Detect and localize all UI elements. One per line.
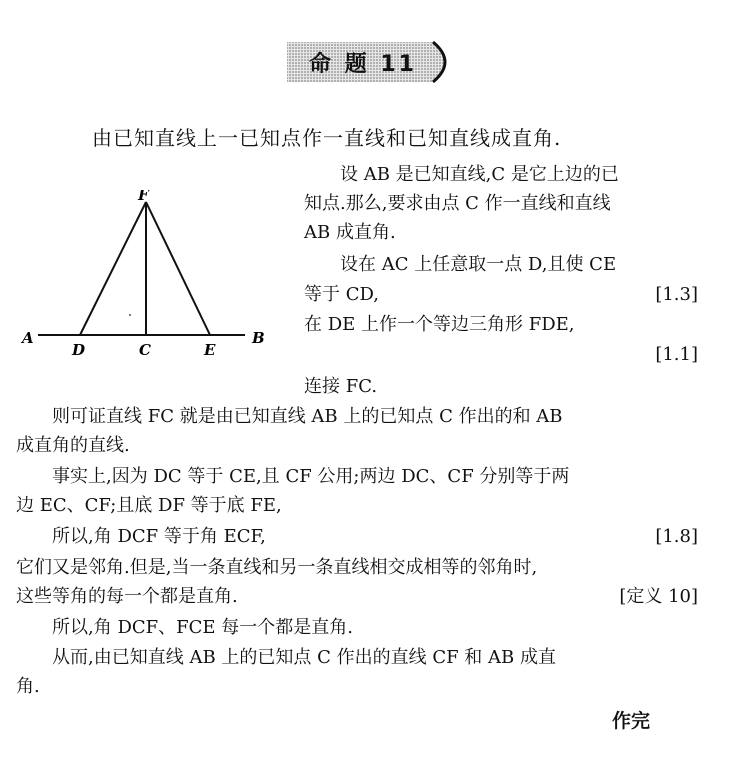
para-2-line-1: 则可证直线 FC 就是由已知直线 AB 上的已知点 C 作出的和 AB bbox=[52, 406, 563, 427]
ref-1-8: [1.8] bbox=[655, 526, 698, 547]
proposition-badge bbox=[283, 38, 459, 86]
badge-title: 命 题 11 bbox=[309, 51, 417, 77]
line-5: 等于 CD, bbox=[304, 284, 380, 305]
para-3-line-1: 事实上,因为 DC 等于 CE,且 CF 公用;两边 DC、CF 分别等于两 bbox=[52, 466, 570, 487]
para-7-line-2: 角. bbox=[16, 676, 40, 697]
speck bbox=[129, 314, 131, 316]
para-7-line-1: 从而,由已知直线 AB 上的已知点 C 作出的直线 CF 和 AB 成直 bbox=[52, 647, 556, 668]
ref-definition-10: [定义 10] bbox=[619, 586, 698, 607]
para-6: 所以,角 DCF、FCE 每一个都是直角. bbox=[52, 617, 353, 638]
para-4: 所以,角 DCF 等于角 ECF, bbox=[52, 526, 266, 547]
label-e: E bbox=[204, 341, 216, 359]
line-1: 设 AB 是已知直线,C 是它上边的已 bbox=[340, 164, 619, 185]
para-3-line-2: 边 EC、CF;且底 DF 等于底 FE, bbox=[16, 495, 282, 516]
ref-1-3: [1.3] bbox=[655, 284, 698, 305]
label-c: C bbox=[139, 341, 151, 359]
label-a: A bbox=[22, 329, 34, 347]
para-5-line-1: 它们又是邻角.但是,当一条直线和另一条直线相交成相等的邻角时, bbox=[16, 557, 538, 578]
line-2: 知点.那么,要求由点 C 作一直线和直线 bbox=[304, 193, 611, 214]
end-mark: 作完 bbox=[612, 710, 651, 732]
para-2-line-2: 成直角的直线. bbox=[16, 435, 130, 456]
line-6: 在 DE 上作一个等边三角形 FDE, bbox=[304, 314, 575, 335]
label-f: F bbox=[138, 190, 149, 204]
label-d: D bbox=[72, 341, 86, 359]
ref-1-1: [1.1] bbox=[655, 344, 698, 365]
line-fe bbox=[146, 202, 210, 335]
para-5-line-2: 这些等角的每一个都是直角. bbox=[16, 586, 238, 607]
line-7: 连接 FC. bbox=[304, 376, 378, 397]
line-fd bbox=[80, 202, 146, 335]
label-b: B bbox=[252, 329, 265, 347]
proposition-statement: 由已知直线上一已知点作一直线和已知直线成直角. bbox=[92, 126, 562, 150]
line-4: 设在 AC 上任意取一点 D,且使 CE bbox=[340, 254, 617, 275]
line-3: AB 成直角. bbox=[304, 222, 396, 243]
geometry-figure bbox=[20, 190, 280, 360]
